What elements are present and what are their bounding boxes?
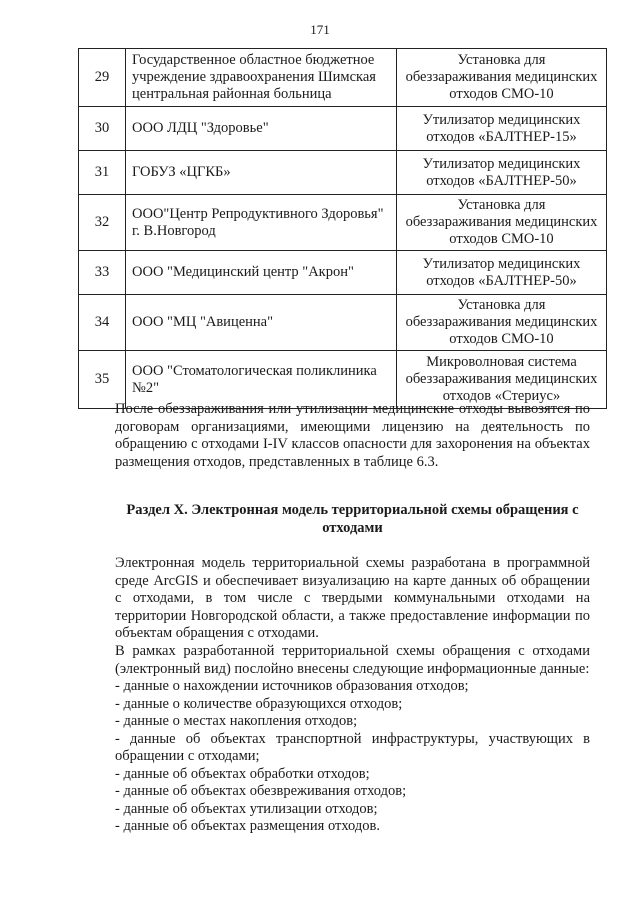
list-item: - данные об объектах обработки отходов; — [115, 765, 370, 782]
list-item: - данные об объектах обезвреживания отходов; — [115, 783, 407, 799]
organization-cell: ООО "Медицинский центр "Акрон" — [126, 251, 397, 295]
facilities-table — [78, 48, 607, 409]
row-number: 33 — [79, 251, 126, 295]
organization-cell: ГОБУЗ «ЦГКБ» — [126, 151, 397, 195]
row-number: 31 — [79, 151, 126, 195]
organization-cell: Государственное областное бюджетное учреждение здравоохранения Шимская центральная районная больница — [126, 49, 397, 107]
equipment-cell: Установка для обеззараживания медицинских отходов СМО-10 — [397, 195, 607, 251]
list-item: - данные об объектах размещения отходов. — [115, 818, 380, 834]
table-row — [79, 49, 607, 107]
equipment-cell: Утилизатор медицинских отходов «БАЛТНЕР-15» — [397, 107, 607, 151]
organization-cell: ООО"Центр Репродуктивного Здоровья" г. В.Новгород — [126, 195, 397, 251]
list-item: - данные о местах накопления отходов; — [115, 713, 358, 729]
list-item: - данные об объектах транспортной инфраструктуры, участвующих в обращении с отходами; — [115, 730, 590, 764]
table-row — [79, 351, 607, 409]
equipment-cell: Утилизатор медицинских отходов «БАЛТНЕР-50» — [397, 251, 607, 295]
data-layers-list — [115, 678, 590, 836]
table-row — [79, 151, 607, 195]
list-item: - данные о нахождении источников образования отходов; — [115, 678, 469, 694]
section-heading: Раздел X. Электронная модель территориальной схемы обращения с отходами — [126, 502, 579, 536]
row-number: 35 — [79, 351, 126, 409]
organization-cell: ООО "Стоматологическая поликлиника №2" — [126, 351, 397, 409]
layers-intro-paragraph: В рамках разработанной территориальной схемы обращения с отходами (электронный вид) послойно внесены следующие информационные данные: — [115, 643, 590, 677]
row-number: 29 — [79, 49, 126, 107]
equipment-cell: Установка для обеззараживания медицинских отходов СМО-10 — [397, 295, 607, 351]
after-table-paragraph: После обеззараживания или утилизации медицинские отходы вывозятся по договорам организациями, имеющими лицензию на деятельность по обращению с отходами I-IV классов опасности для захоронения на объектах размещения отходов, представленных в таблице 6.3. — [115, 401, 590, 470]
table-row — [79, 295, 607, 351]
equipment-cell: Микроволновая система обеззараживания медицинских отходов «Стериус» — [397, 351, 607, 409]
row-number: 30 — [79, 107, 126, 151]
page-number: 171 — [310, 22, 330, 37]
table-row — [79, 107, 607, 151]
model-description-paragraph: Электронная модель территориальной схемы разработана в программной среде ArcGIS и обеспечивает визуализацию на карте данных об обращении с отходами, в том числе с твердыми коммунальными отходами на территории Новгородской области, а также предоставление информации по объектам обращения с отходами. — [115, 555, 590, 641]
row-number: 32 — [79, 195, 126, 251]
organization-cell: ООО ЛДЦ "Здоровье" — [126, 107, 397, 151]
table-row — [79, 195, 607, 251]
equipment-cell: Утилизатор медицинских отходов «БАЛТНЕР-50» — [397, 151, 607, 195]
table-row — [79, 251, 607, 295]
organization-cell: ООО "МЦ "Авиценна" — [126, 295, 397, 351]
list-item: - данные об объектах утилизации отходов; — [115, 800, 378, 817]
row-number: 34 — [79, 295, 126, 351]
list-item: - данные о количестве образующихся отходов; — [115, 695, 403, 712]
equipment-cell: Установка для обеззараживания медицинских отходов СМО-10 — [397, 49, 607, 107]
